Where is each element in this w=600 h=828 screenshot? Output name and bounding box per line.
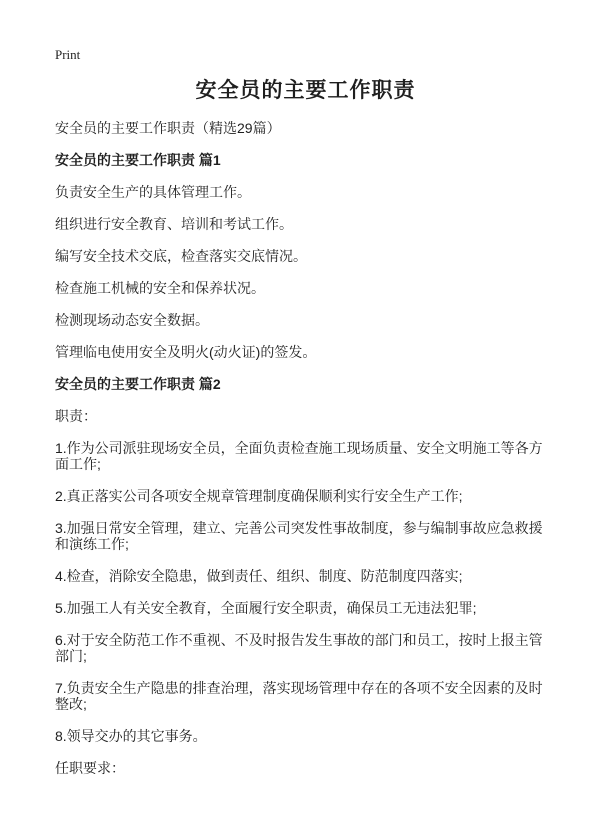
section-1-paragraph: 负责安全生产的具体管理工作。 — [55, 184, 251, 200]
section-2-duty-item: 8.领导交办的其它事务。 — [55, 728, 207, 744]
section-1-paragraph: 检查施工机械的安全和保养状况。 — [55, 280, 265, 296]
print-button[interactable]: Print — [55, 47, 81, 62]
section-1-paragraph: 组织进行安全教育、培训和考试工作。 — [55, 216, 293, 232]
section-1-paragraph: 编写安全技术交底，检查落实交底情况。 — [55, 248, 307, 264]
section-1-paragraph: 管理临电使用安全及明火(动火证)的签发。 — [55, 344, 317, 360]
section-2-duties-label: 职责： — [55, 408, 97, 424]
section-2-duty-item: 5.加强工人有关安全教育，全面履行安全职责，确保员工无违法犯罪; — [55, 600, 477, 616]
section-1-paragraph: 检测现场动态安全数据。 — [55, 312, 209, 328]
document-intro: 安全员的主要工作职责（精选29篇） — [55, 120, 281, 136]
section-2-duty-item: 2.真正落实公司各项安全规章管理制度确保顺利实行安全生产工作; — [55, 488, 463, 504]
section-2-duty-item: 6.对于安全防范工作不重视、不及时报告发生事故的部门和员工，按时上报主管部门; — [55, 632, 543, 664]
section-2-duty-item: 7.负责安全生产隐患的排查治理，落实现场管理中存在的各项不安全因素的及时整改; — [55, 680, 543, 712]
section-2-duty-item: 3.加强日常安全管理，建立、完善公司突发性事故制度，参与编制事故应急救援和演练工作; — [55, 520, 543, 552]
section-2-duty-item: 4.检查，消除安全隐患，做到责任、组织、制度、防范制度四落实; — [55, 568, 463, 584]
section-2-duty-item: 1.作为公司派驻现场安全员，全面负责检查施工现场质量、安全文明施工等各方面工作; — [55, 440, 543, 472]
page-title: 安全员的主要工作职责 — [195, 79, 416, 102]
section-2-heading: 安全员的主要工作职责 篇2 — [55, 376, 221, 392]
section-1-heading: 安全员的主要工作职责 篇1 — [55, 152, 221, 168]
section-2-requirements-label: 任职要求： — [55, 760, 125, 776]
